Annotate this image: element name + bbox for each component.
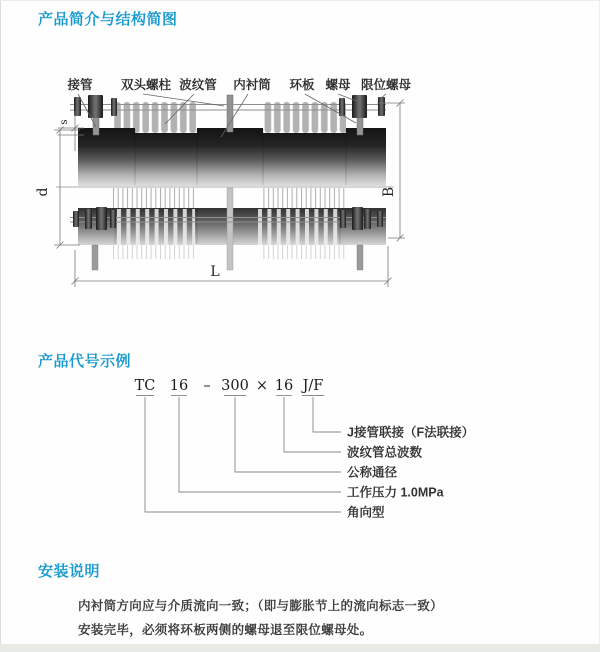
code-part-times: × — [255, 378, 269, 394]
code-part-dash: – — [203, 378, 211, 394]
section-title-code-example: 产品代号示例 — [38, 353, 132, 370]
dim-label-l: L — [210, 264, 220, 280]
code-part-waves: 16 — [274, 378, 294, 394]
section-title-structure: 产品简介与结构简图 — [38, 11, 178, 28]
callout-nominal-diameter: 公称通径 — [347, 465, 398, 480]
dimension-d — [35, 127, 80, 249]
part-label-bowenguan: 波纹管 — [179, 78, 217, 92]
structure-diagram — [0, 60, 470, 315]
joint-body-upper — [78, 128, 386, 186]
code-part-pressure: 16 — [169, 378, 189, 394]
part-label-xianweiluomu: 限位螺母 — [360, 78, 412, 92]
callout-wave-count: 波纹管总波数 — [347, 445, 423, 460]
part-label-jieguan: 接管 — [67, 78, 93, 92]
page-bottom-strip — [0, 644, 600, 652]
callout-connection: J接管联接（F法联接） — [347, 425, 475, 440]
code-part-diameter: 300 — [221, 378, 249, 394]
callout-angular-type: 角向型 — [347, 505, 385, 520]
dim-label-s: s — [58, 119, 70, 125]
page-top-edge — [0, 0, 600, 1]
installation-note-flow-direction: 内衬筒方向应与介质流向一致；（即与膨胀节上的流向标志一致） — [78, 599, 443, 613]
code-string — [135, 378, 324, 394]
section-title-installation: 安装说明 — [38, 563, 101, 580]
part-label-huanban: 环板 — [289, 78, 315, 92]
code-part-connection: J/F — [302, 378, 324, 394]
installation-note-nuts: 安装完毕，必须将环板两侧的螺母退至限位螺母处。 — [78, 623, 373, 637]
part-labels — [66, 77, 411, 92]
dim-label-b: B — [381, 186, 397, 198]
callout-working-pressure: 工作压力 1.0MPa — [347, 485, 444, 500]
callout-lines — [136, 396, 341, 513]
product-code-diagram — [0, 372, 600, 527]
code-part-type: TC — [134, 378, 156, 394]
part-label-shuangtouluozhu: 双头螺柱 — [120, 78, 172, 92]
part-label-neichentong: 内衬筒 — [233, 78, 271, 92]
part-label-luomu: 螺母 — [325, 78, 351, 92]
dim-label-d: d — [35, 187, 51, 197]
callout-labels — [347, 425, 474, 520]
